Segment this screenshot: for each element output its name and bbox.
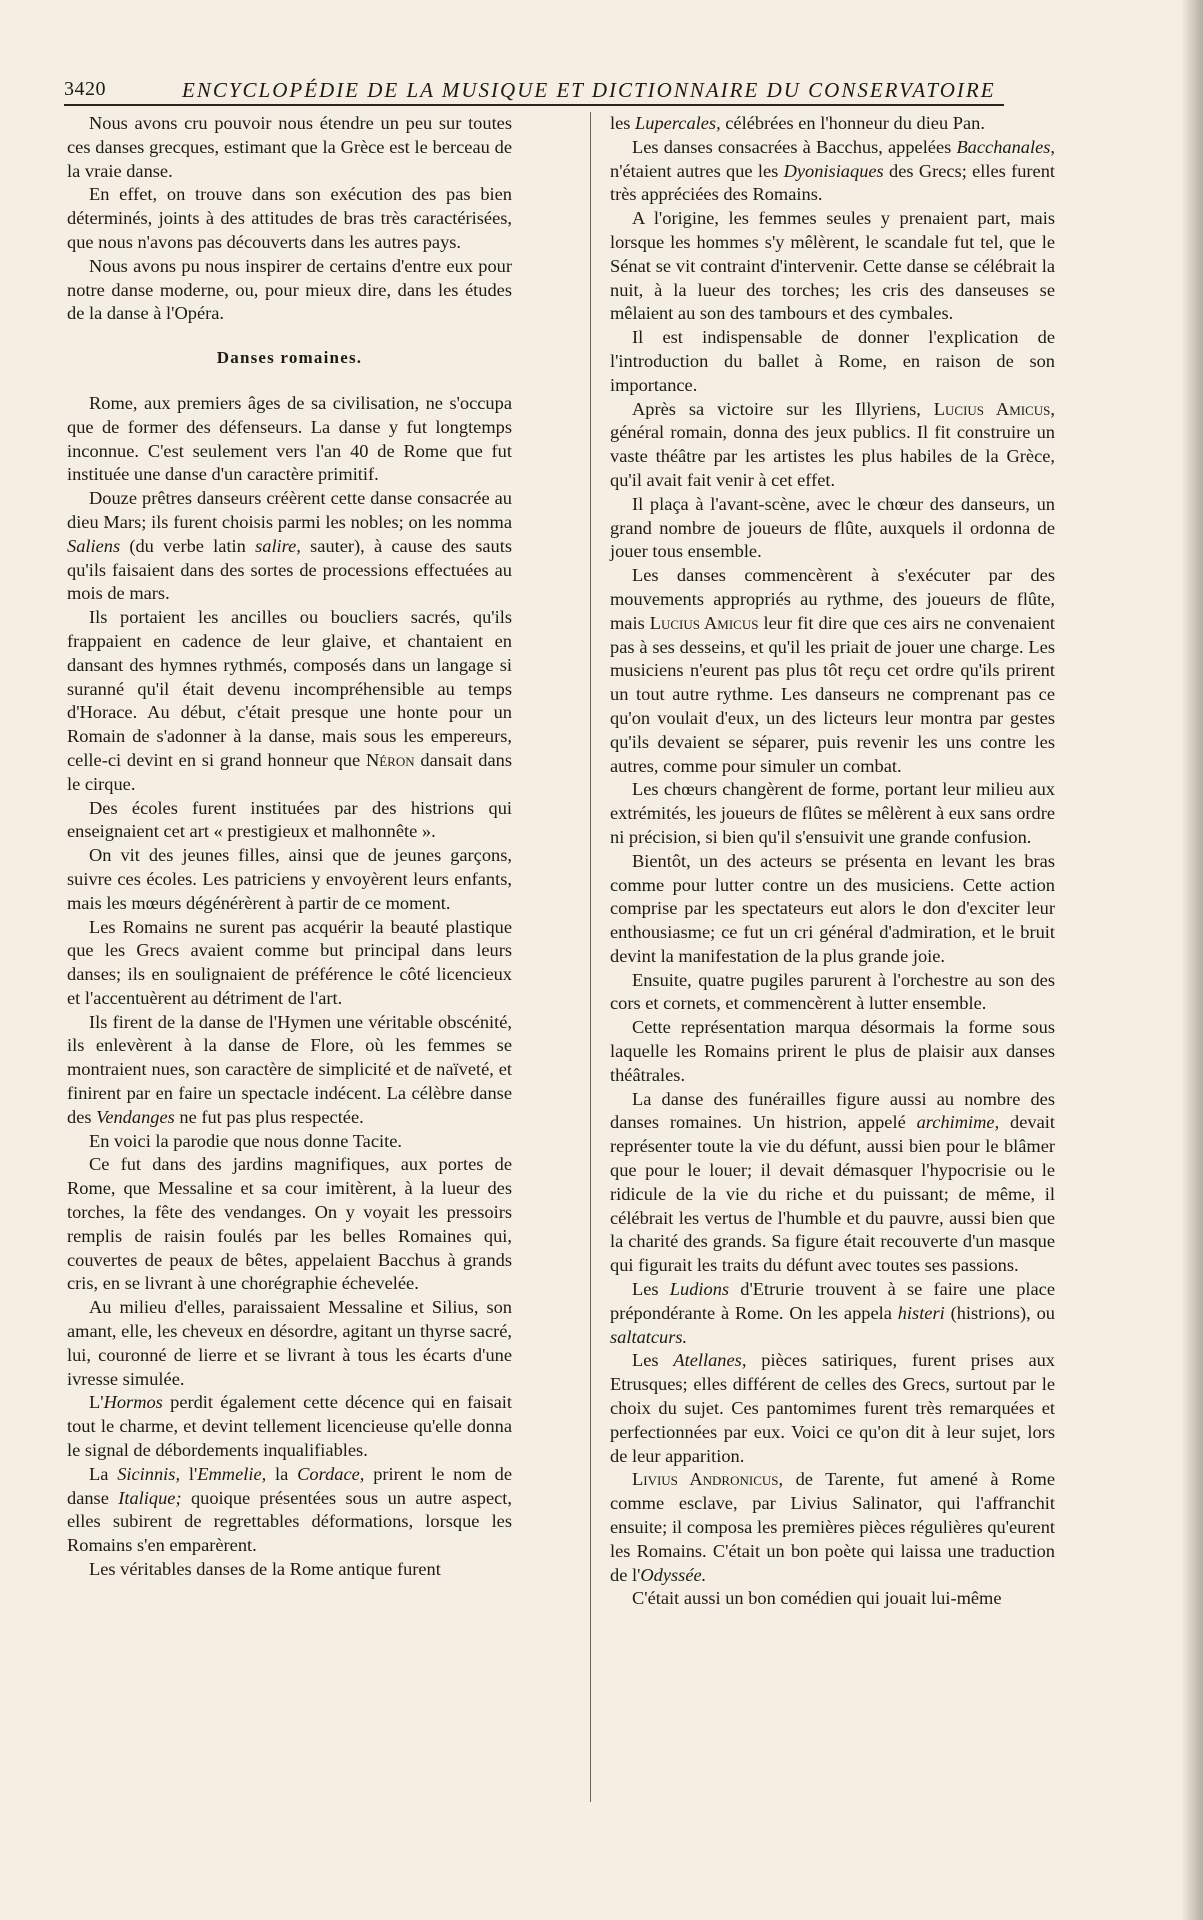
small-caps-name: Lucius Amicus, [933,398,1055,419]
paragraph: On vit des jeunes filles, ainsi que de jeunes garçons, suivre ces écoles. Les patriciens y envoyèrent leurs enfants, mais les mœurs dégénérèrent à partir de ce moment. [67,845,512,913]
paragraph: L'Hormos perdit également cette décence qui en faisait tout le charme, et devint tellement licencieuse qu'elle donna le signal de débordements inqualifiables. [67,1392,512,1461]
paragraph: Les Romains ne surent pas acquérir la beauté plastique que les Grecs avaient comme but principal dans leurs danses; ils en soulignaient de préférence le côté licencieux et l'accentuèrent au détriment de l'art. [67,916,512,1008]
paragraph: Les danses consacrées à Bacchus, appelées Bacchanales, n'étaient autres que les Dyonisiaques des Grecs; elles furent très appréciées des Romains. [610,136,1056,205]
right-column [610,112,1055,1611]
column-divider [590,112,591,1802]
italic-term: Emmelie, [197,1463,267,1484]
paragraph: A l'origine, les femmes seules y prenaient part, mais lorsque les hommes s'y mêlèrent, le scandale fut tel, que le Sénat se vit contraint d'intervenir. Cette danse se célébrait la nuit, à la lueur des torches; les cris des danseuses se mêlaient au son des tambours et des cymbales. [610,208,1055,324]
page-edge-shadow [1181,0,1203,1920]
italic-term: histeri [897,1302,945,1323]
italic-term: archimime, [916,1112,1000,1133]
paragraph: Nous avons pu nous inspirer de certains d'entre eux pour notre danse moderne, ou, pour mieux dire, dans les études de la danse à l'Opéra. [67,255,512,324]
italic-term: Lupercales, [635,113,721,133]
paragraph: Cette représentation marqua désormais la forme sous laquelle les Romains prirent le plus de plaisir aux danses théâtrales. [610,1017,1055,1085]
italic-term: Ludions [669,1279,730,1300]
italic-term: Atellanes, [673,1350,747,1371]
left-column [67,112,512,1582]
italic-term: Italique; [118,1487,182,1508]
paragraph: Ce fut dans des jardins magnifiques, aux portes de Rome, que Messaline et sa cour imitèrent, à la lueur des torches, la fête des vendanges. On y voyait les pressoirs remplis de raisin foulés par les belles Romaines qui, couvertes de peaux de bêtes, appelaient Bacchus à grands cris, en se livrant à une chorégraphie échevelée. [67,1154,512,1294]
italic-term: Sicinnis, [117,1463,181,1484]
small-caps-name: Lucius Amicus [649,612,759,633]
italic-term: saltatcurs. [610,1326,688,1347]
paragraph: Les danses commencèrent à s'exécuter par des mouvements appropriés au rythme, des joueurs de flûte, mais Lucius Amicus leur fit dire que ces airs ne convenaient pas à ses desseins, et qu'il les priait de jouer une charge. Les musiciens n'eurent pas plus tôt reçu cet ordre qu'ils prirent un tout autre rythme. Les danseurs ne comprenant pas ce qu'on voulait d'eux, un des licteurs leur montra par gestes qu'ils devaient se séparer, puis revenir les uns contre les autres, comme pour simuler un combat. [610,565,1055,776]
paragraph: La Sicinnis, l'Emmelie, la Cordace, prirent le nom de danse Italique; quoique présentées sous un autre aspect, elles subirent de regrettables déformations, lorsque les Romains s'en emparèrent. [67,1463,512,1556]
italic-term: Vendanges [96,1106,175,1127]
section-heading: Danses romaines. [216,348,363,368]
paragraph: Douze prêtres danseurs créèrent cette danse consacrée au dieu Mars; ils furent choisis parmi les nobles; on les nomma Saliens (du verbe latin salire, sauter), à cause des sauts qu'ils faisaient dans des sortes de processions effectuées au mois de mars. [67,488,512,604]
small-caps-name: Livius Andronicus, [632,1469,784,1490]
paragraph: En voici la parodie que nous donne Tacite. [89,1130,402,1151]
paragraph: Ensuite, quatre pugiles parurent à l'orchestre au son des cors et cornets, et commencèrent à lutter ensemble. [610,969,1055,1014]
paragraph: Les véritables danses de la Rome antique furent [89,1559,441,1580]
paragraph: La danse des funérailles figure aussi au nombre des danses romaines. Un histrion, appelé archimime, devait représenter toute la vie du défunt, aussi bien pour le blâmer que pour le louer; il devait démasquer l'hypocrisie ou le ridicule de la vie du riche et du puissant; de même, il célébrait les vertus de l'humble et du pauvre, aussi bien que la charité des grands. Sa figure était recouverte d'un masque qui figurait les traits du défunt avec toutes ses passions. [610,1088,1055,1276]
paragraph: Rome, aux premiers âges de sa civilisation, ne s'occupa que de former des défenseurs. La danse y fut longtemps inconnue. C'est seulement vers l'an 40 de Rome que fut instituée une danse d'un caractère primitif. [67,392,512,485]
page-header [64,76,1004,106]
page-number: 3420 [64,78,106,100]
italic-term: salire, [255,535,301,556]
small-caps-name: Néron [365,749,415,770]
paragraph: Il plaça à l'avant-scène, avec le chœur des danseurs, un grand nombre de joueurs de flûte, auxquels il ordonna de jouer tous ensemble. [610,493,1055,562]
paragraph: Les Atellanes, pièces satiriques, furent prises aux Etrusques; elles différent de celles des Grecs, surtout par le choix du sujet. Ces pantomimes furent très remarquées et perfectionnées par eux. Voici ce qu'on dit à leur sujet, lors de leur apparition. [610,1350,1055,1466]
running-title: ENCYCLOPÉDIE DE LA MUSIQUE ET DICTIONNAIRE DU CONSERVATOIRE [182,78,996,102]
italic-term: Odyssée. [640,1564,707,1585]
paragraph: Nous avons cru pouvoir nous étendre un peu sur toutes ces danses grecques, estimant que la Grèce est le berceau de la vraie danse. [67,113,512,181]
italic-term: Saliens [67,535,121,556]
paragraph: Ils portaient les ancilles ou boucliers sacrés, qu'ils frappaient en cadence de leur glaive, et chantaient en dansant des hymnes rythmés, composés dans un langage si suranné qu'il était devenu incompréhensible au temps d'Horace. Au début, c'était presque une honte pour un Romain de s'adonner à la danse, mais sous les empereurs, celle-ci devint en si grand honneur que Néron dansait dans le cirque. [67,607,512,794]
paragraph: Bientôt, un des acteurs se présenta en levant les bras comme pour lutter contre un des musiciens. Cette action comprise par les spectateurs eut alors le don d'exciter leur enthousiasme; ce fut un cri général d'admiration, et le bruit devint la manifestation de la plus grande joie. [610,850,1055,966]
paragraph: Ils firent de la danse de l'Hymen une véritable obscénité, ils enlevèrent à la danse de Flore, où les femmes se montraient nues, son caractère de simplicité et de naïveté, et finirent par en faire un spectacle indécent. La célèbre danse des Vendanges ne fut pas plus respectée. [67,1011,512,1127]
paragraph: C'était aussi un bon comédien qui jouait lui-même [632,1588,1002,1609]
italic-term: Hormos [103,1392,163,1413]
paragraph: Des écoles furent instituées par des histrions qui enseignaient cet art « prestigieux et malhonnête ». [67,797,512,842]
paragraph: les Lupercales, célébrées en l'honneur du dieu Pan. [610,113,985,133]
paragraph: Les Ludions d'Etrurie trouvent à se faire une place prépondérante à Rome. On les appela histeri (histrions), ou saltatcurs. [610,1279,1055,1347]
italic-term: Cordace, [297,1463,365,1484]
paragraph: Les chœurs changèrent de forme, portant leur milieu aux extrémités, les joueurs de flûtes se mêlèrent à eux sans ordre ni précision, si bien qu'il s'ensuivit une grande confusion. [610,779,1055,847]
paragraph: En effet, on trouve dans son exécution des pas bien déterminés, joints à des attitudes de bras très caractérisées, que nous n'avons pas découverts dans les autres pays. [67,184,512,252]
italic-term: Dyonisiaques [783,160,884,181]
paragraph: Au milieu d'elles, paraissaient Messaline et Silius, son amant, elle, les cheveux en désordre, agitant un thyrse sacré, lui, couronné de lierre et se livrant à tous les écarts d'une ivresse simulée. [67,1297,512,1389]
italic-term: Bacchanales, [956,136,1055,157]
paragraph: Après sa victoire sur les Illyriens, Lucius Amicus, général romain, donna des jeux publics. Il fit construire un vaste théâtre par les artistes les plus habiles de la Grèce, qu'il avait fait venir à cet effet. [610,398,1055,490]
paragraph: Livius Andronicus, de Tarente, fut amené à Rome comme esclave, par Livius Salinator, qui l'affranchit ensuite; il composa les premières pièces régulières qu'eurent les Romains. C'était un bon poète qui laissa une traduction de l'Odyssée. [610,1469,1055,1585]
paragraph: Il est indispensable de donner l'explication de l'introduction du ballet à Rome, en raison de son importance. [610,327,1055,395]
